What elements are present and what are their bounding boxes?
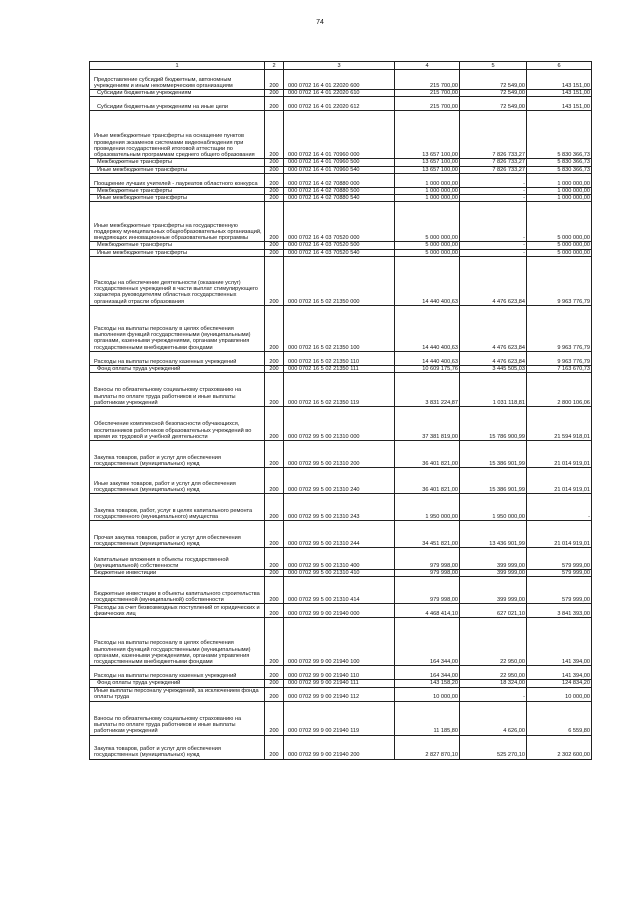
row-kbk: 000 0702 16 4 02 70880 500 <box>284 187 395 194</box>
table-row <box>90 604 592 618</box>
row-code: 200 <box>265 407 284 441</box>
table-row <box>90 249 592 256</box>
row-value-executed: 15 786 900,99 <box>460 407 527 441</box>
table-row <box>90 166 592 173</box>
row-kbk: 000 0702 16 5 02 21350 110 <box>284 351 395 365</box>
row-value-approved: 10 609 175,76 <box>395 365 460 372</box>
row-value-executed: 399 999,00 <box>460 570 527 577</box>
row-value-approved: 164 344,00 <box>395 666 460 680</box>
table-row <box>90 159 592 166</box>
col-header-2: 2 <box>265 62 284 70</box>
row-value-approved: 13 657 100,00 <box>395 111 460 159</box>
row-value-approved: 34 451 821,00 <box>395 521 460 548</box>
row-value-approved: 1 000 000,00 <box>395 173 460 187</box>
row-value-remaining: 141 394,00 <box>527 618 592 666</box>
row-kbk: 000 0702 99 9 00 21940 119 <box>284 701 395 735</box>
row-label: Расходы на выплаты персоналу казенных учреждений <box>90 351 265 365</box>
row-label: Субсидии бюджетным учреждениям на иные цели <box>90 97 265 111</box>
row-kbk: 000 0702 99 5 00 21310 240 <box>284 468 395 494</box>
row-value-executed: 4 476 623,84 <box>460 351 527 365</box>
row-value-executed: 22 950,00 <box>460 666 527 680</box>
row-kbk: 000 0702 99 5 00 21310 000 <box>284 407 395 441</box>
row-value-executed: 4 626,00 <box>460 701 527 735</box>
row-code: 200 <box>265 521 284 548</box>
row-label: Поощрение лучших учителей - лауреатов областного конкурса <box>90 173 265 187</box>
table-row <box>90 407 592 441</box>
row-code: 200 <box>265 202 284 242</box>
row-kbk: 000 0702 16 4 03 70520 000 <box>284 202 395 242</box>
col-header-4: 4 <box>395 62 460 70</box>
row-value-executed: 13 436 901,99 <box>460 521 527 548</box>
row-label: Иные выплаты персоналу учреждений, за исключением фонда оплаты труда <box>90 687 265 701</box>
row-kbk: 000 0702 16 4 02 70880 000 <box>284 173 395 187</box>
row-label: Бюджетные инвестиции <box>90 570 265 577</box>
row-kbk: 000 0702 99 9 00 21940 200 <box>284 735 395 759</box>
row-value-remaining: 5 830 366,73 <box>527 111 592 159</box>
table-row <box>90 570 592 577</box>
table-row <box>90 666 592 680</box>
row-code: 200 <box>265 701 284 735</box>
row-label: Иные межбюджетные трансферты <box>90 249 265 256</box>
row-value-executed: 1 950 000,00 <box>460 494 527 521</box>
row-value-executed: 525 270,10 <box>460 735 527 759</box>
row-kbk: 000 0702 99 5 00 21310 244 <box>284 521 395 548</box>
row-code: 200 <box>265 618 284 666</box>
table-row <box>90 735 592 759</box>
row-kbk: 000 0702 16 4 01 22020 610 <box>284 90 395 97</box>
row-label: Межбюджетные трансферты <box>90 242 265 249</box>
row-value-remaining: 21 014 919,01 <box>527 521 592 548</box>
row-code: 200 <box>265 305 284 351</box>
col-header-1: 1 <box>90 62 265 70</box>
row-value-approved: 1 000 000,00 <box>395 195 460 202</box>
row-kbk: 000 0702 99 9 00 21940 111 <box>284 680 395 687</box>
row-kbk: 000 0702 16 4 03 70520 500 <box>284 242 395 249</box>
row-code: 200 <box>265 195 284 202</box>
row-value-approved: 14 440 400,63 <box>395 351 460 365</box>
row-code: 200 <box>265 249 284 256</box>
row-value-approved: 14 440 400,63 <box>395 256 460 305</box>
table-row <box>90 70 592 90</box>
row-value-approved: 36 401 821,00 <box>395 468 460 494</box>
row-label: Предоставление субсидий бюджетным, автономным учреждениям и иным некоммерческим организациям <box>90 70 265 90</box>
row-value-approved: 37 381 819,00 <box>395 407 460 441</box>
row-code: 200 <box>265 735 284 759</box>
table-body <box>90 70 592 760</box>
table-row <box>90 468 592 494</box>
row-value-remaining: 21 014 919,01 <box>527 468 592 494</box>
row-code: 200 <box>265 97 284 111</box>
row-code: 200 <box>265 680 284 687</box>
row-label: Расходы на выплаты персоналу казенных учреждений <box>90 666 265 680</box>
row-value-executed: - <box>460 187 527 194</box>
row-value-executed: 72 549,00 <box>460 70 527 90</box>
row-value-executed: 7 826 733,27 <box>460 166 527 173</box>
col-header-3: 3 <box>284 62 395 70</box>
row-kbk: 000 0702 99 9 00 21940 112 <box>284 687 395 701</box>
row-value-executed: 3 445 505,03 <box>460 365 527 372</box>
row-label: Капитальные вложения в объекты государственной (муниципальной) собственности <box>90 548 265 570</box>
row-value-executed: 627 021,10 <box>460 604 527 618</box>
table-row <box>90 548 592 570</box>
row-kbk: 000 0702 16 4 01 22020 600 <box>284 70 395 90</box>
row-value-executed: - <box>460 173 527 187</box>
row-label: Иные закупки товаров, работ и услуг для обеспечения государственных (муниципальных) нужд <box>90 468 265 494</box>
row-code: 200 <box>265 687 284 701</box>
row-value-remaining: 579 999,00 <box>527 577 592 604</box>
row-value-approved: 1 950 000,00 <box>395 494 460 521</box>
row-value-remaining: 143 151,00 <box>527 97 592 111</box>
row-value-executed: 1 031 118,81 <box>460 373 527 407</box>
row-label: Прочая закупка товаров, работ и услуг для обеспечения государственных (муниципальных) нужд <box>90 521 265 548</box>
row-code: 200 <box>265 365 284 372</box>
row-value-executed: 22 950,00 <box>460 618 527 666</box>
row-code: 200 <box>265 666 284 680</box>
table-row <box>90 494 592 521</box>
row-label: Бюджетные инвестиции в объекты капитального строительства государственной (муниципальной) собственности <box>90 577 265 604</box>
row-value-approved: 13 657 100,00 <box>395 159 460 166</box>
row-code: 200 <box>265 242 284 249</box>
row-value-approved: 979 998,00 <box>395 570 460 577</box>
row-label: Закупка товаров, работ и услуг для обеспечения государственных (муниципальных) нужд <box>90 735 265 759</box>
row-code: 200 <box>265 256 284 305</box>
table-row <box>90 202 592 242</box>
table-row <box>90 701 592 735</box>
col-header-6: 6 <box>527 62 592 70</box>
row-code: 200 <box>265 166 284 173</box>
table-row <box>90 351 592 365</box>
row-label: Иные межбюджетные трансферты на государственную поддержку муниципальных общеобразовательных организаций, внедряющих инновационные образовательные программы <box>90 202 265 242</box>
row-value-remaining: 143 151,00 <box>527 90 592 97</box>
table-row <box>90 618 592 666</box>
row-value-remaining: 2 302 600,00 <box>527 735 592 759</box>
row-value-approved: 2 827 870,10 <box>395 735 460 759</box>
row-code: 200 <box>265 351 284 365</box>
row-value-executed: - <box>460 195 527 202</box>
row-kbk: 000 0702 99 5 00 21310 410 <box>284 570 395 577</box>
table-row <box>90 256 592 305</box>
row-value-remaining: 1 000 000,00 <box>527 195 592 202</box>
row-kbk: 000 0702 16 5 02 21350 119 <box>284 373 395 407</box>
row-code: 200 <box>265 577 284 604</box>
row-code: 200 <box>265 548 284 570</box>
table-row <box>90 173 592 187</box>
row-kbk: 000 0702 16 4 01 70960 500 <box>284 159 395 166</box>
row-kbk: 000 0702 99 5 00 21310 414 <box>284 577 395 604</box>
table-row <box>90 521 592 548</box>
row-value-executed: - <box>460 242 527 249</box>
row-code: 200 <box>265 604 284 618</box>
row-kbk: 000 0702 99 5 00 21310 243 <box>284 494 395 521</box>
row-kbk: 000 0702 16 5 02 21350 111 <box>284 365 395 372</box>
row-value-approved: 3 831 224,87 <box>395 373 460 407</box>
row-value-remaining: 21 594 918,01 <box>527 407 592 441</box>
row-value-remaining: 124 834,20 <box>527 680 592 687</box>
row-value-approved: 4 468 414,10 <box>395 604 460 618</box>
row-label: Расходы за счет безвозмездных поступлений от юридических и физических лиц <box>90 604 265 618</box>
table-row <box>90 577 592 604</box>
row-value-executed: 399 999,00 <box>460 548 527 570</box>
row-kbk: 000 0702 99 5 00 21310 400 <box>284 548 395 570</box>
row-value-remaining: 5 000 000,00 <box>527 249 592 256</box>
row-label: Расходы на выплаты персоналу в целях обеспечения выполнения функций государственными (муниципальными) органами, казенными учреждениями, органами управления государственными внебюджетными фондами <box>90 618 265 666</box>
row-label: Взносы по обязательному социальному страхованию на выплаты по оплате труда работников и иные выплаты работникам учреждений <box>90 373 265 407</box>
row-value-remaining: 579 999,00 <box>527 548 592 570</box>
row-code: 200 <box>265 187 284 194</box>
row-value-executed: - <box>460 202 527 242</box>
page-number: 74 <box>316 19 324 26</box>
table-row <box>90 97 592 111</box>
row-value-executed: 4 476 623,84 <box>460 305 527 351</box>
row-kbk: 000 0702 99 5 00 21310 200 <box>284 441 395 468</box>
row-value-approved: 979 998,00 <box>395 577 460 604</box>
header-row <box>90 62 592 70</box>
table-row <box>90 111 592 159</box>
row-value-remaining: 1 000 000,00 <box>527 187 592 194</box>
row-value-remaining: 143 151,00 <box>527 70 592 90</box>
table-row <box>90 680 592 687</box>
row-value-executed: - <box>460 249 527 256</box>
table-row <box>90 305 592 351</box>
row-value-approved: 5 000 000,00 <box>395 202 460 242</box>
row-value-remaining: 10 000,00 <box>527 687 592 701</box>
row-value-approved: 14 440 400,63 <box>395 305 460 351</box>
row-value-approved: 143 158,20 <box>395 680 460 687</box>
row-label: Закупка товаров, работ и услуг для обеспечения государственных (муниципальных) нужд <box>90 441 265 468</box>
row-label: Межбюджетные трансферты <box>90 187 265 194</box>
row-value-executed: 72 549,00 <box>460 97 527 111</box>
row-value-executed: 15 386 901,99 <box>460 441 527 468</box>
col-header-5: 5 <box>460 62 527 70</box>
row-kbk: 000 0702 16 4 01 22020 612 <box>284 97 395 111</box>
row-value-executed: - <box>460 687 527 701</box>
row-code: 200 <box>265 570 284 577</box>
row-label: Иные межбюджетные трансферты на оснащение пунктов проведения экзаменов системами видеонаблюдения при проведении государственной итоговой аттестации по образовательным программам среднего общего образования <box>90 111 265 159</box>
row-label: Фонд оплаты труда учреждений <box>90 680 265 687</box>
table-row <box>90 187 592 194</box>
row-value-remaining: 2 800 106,06 <box>527 373 592 407</box>
row-value-remaining: 9 963 776,79 <box>527 256 592 305</box>
row-code: 200 <box>265 494 284 521</box>
row-code: 200 <box>265 173 284 187</box>
row-value-executed: 4 476 623,84 <box>460 256 527 305</box>
row-code: 200 <box>265 111 284 159</box>
row-kbk: 000 0702 16 5 02 21350 000 <box>284 256 395 305</box>
row-label: Закупка товаров, работ, услуг в целях капитального ремонта государственного (муниципального) имущества <box>90 494 265 521</box>
row-value-remaining: 6 559,80 <box>527 701 592 735</box>
row-label: Субсидии бюджетным учреждениям <box>90 90 265 97</box>
table-row <box>90 195 592 202</box>
row-value-remaining: 1 000 000,00 <box>527 173 592 187</box>
table-row <box>90 687 592 701</box>
row-value-remaining: 5 830 366,73 <box>527 159 592 166</box>
table-row <box>90 441 592 468</box>
row-code: 200 <box>265 373 284 407</box>
row-value-executed: 72 549,00 <box>460 90 527 97</box>
row-value-executed: 399 999,00 <box>460 577 527 604</box>
row-value-approved: 215 700,00 <box>395 70 460 90</box>
row-value-remaining: 7 163 670,73 <box>527 365 592 372</box>
row-value-approved: 36 401 821,00 <box>395 441 460 468</box>
row-value-approved: 164 344,00 <box>395 618 460 666</box>
row-value-remaining: 141 394,00 <box>527 666 592 680</box>
row-code: 200 <box>265 70 284 90</box>
row-value-executed: 7 826 733,27 <box>460 111 527 159</box>
row-label: Межбюджетные трансферты <box>90 159 265 166</box>
row-kbk: 000 0702 16 5 02 21350 100 <box>284 305 395 351</box>
row-kbk: 000 0702 99 9 00 21940 000 <box>284 604 395 618</box>
row-value-approved: 13 657 100,00 <box>395 166 460 173</box>
row-value-remaining: 9 963 776,79 <box>527 305 592 351</box>
row-value-remaining: 3 841 393,00 <box>527 604 592 618</box>
table-row <box>90 90 592 97</box>
row-value-remaining: 9 963 776,79 <box>527 351 592 365</box>
row-value-approved: 1 000 000,00 <box>395 187 460 194</box>
row-label: Иные межбюджетные трансферты <box>90 166 265 173</box>
row-value-remaining: 5 830 366,73 <box>527 166 592 173</box>
row-kbk: 000 0702 99 9 00 21940 100 <box>284 618 395 666</box>
row-label: Расходы на выплаты персоналу в целях обеспечения выполнения функций государственными (муниципальными) органами, казенными учреждениями, органами управления государственными внебюджетными фондами <box>90 305 265 351</box>
row-value-approved: 215 700,00 <box>395 90 460 97</box>
row-kbk: 000 0702 16 4 03 70520 540 <box>284 249 395 256</box>
row-value-executed: 7 826 733,27 <box>460 159 527 166</box>
row-code: 200 <box>265 159 284 166</box>
row-value-approved: 11 185,80 <box>395 701 460 735</box>
row-kbk: 000 0702 16 4 02 70880 540 <box>284 195 395 202</box>
row-value-remaining: 5 000 000,00 <box>527 202 592 242</box>
row-value-executed: 15 386 901,99 <box>460 468 527 494</box>
row-label: Обеспечение комплексной безопасности обучающихся, воспитанников работников образовательных учреждений во время их трудовой и учебной деятельности <box>90 407 265 441</box>
row-label: Расходы на обеспечение деятельности (оказание услуг) государственных учреждений в части выплат стимулирующего характера руководителям областных государственных организаций отрасли образования <box>90 256 265 305</box>
row-value-executed: 18 324,00 <box>460 680 527 687</box>
row-value-approved: 5 000 000,00 <box>395 242 460 249</box>
table-row <box>90 373 592 407</box>
row-kbk: 000 0702 99 9 00 21940 110 <box>284 666 395 680</box>
budget-table <box>89 61 592 760</box>
row-kbk: 000 0702 16 4 01 70960 540 <box>284 166 395 173</box>
row-value-remaining: 5 000 000,00 <box>527 242 592 249</box>
row-code: 200 <box>265 468 284 494</box>
row-label: Фонд оплаты труда учреждений <box>90 365 265 372</box>
row-value-approved: 215 700,00 <box>395 97 460 111</box>
row-value-remaining: 21 014 919,01 <box>527 441 592 468</box>
row-value-approved: 5 000 000,00 <box>395 249 460 256</box>
row-value-remaining: 579 999,00 <box>527 570 592 577</box>
row-value-remaining: - <box>527 494 592 521</box>
row-label: Иные межбюджетные трансферты <box>90 195 265 202</box>
row-code: 200 <box>265 441 284 468</box>
table-row <box>90 242 592 249</box>
row-value-approved: 979 998,00 <box>395 548 460 570</box>
table-row <box>90 365 592 372</box>
row-value-approved: 10 000,00 <box>395 687 460 701</box>
row-kbk: 000 0702 16 4 01 70960 000 <box>284 111 395 159</box>
row-code: 200 <box>265 90 284 97</box>
row-label: Взносы по обязательному социальному страхованию на выплаты по оплате труда работников и иные выплаты работникам учреждений <box>90 701 265 735</box>
